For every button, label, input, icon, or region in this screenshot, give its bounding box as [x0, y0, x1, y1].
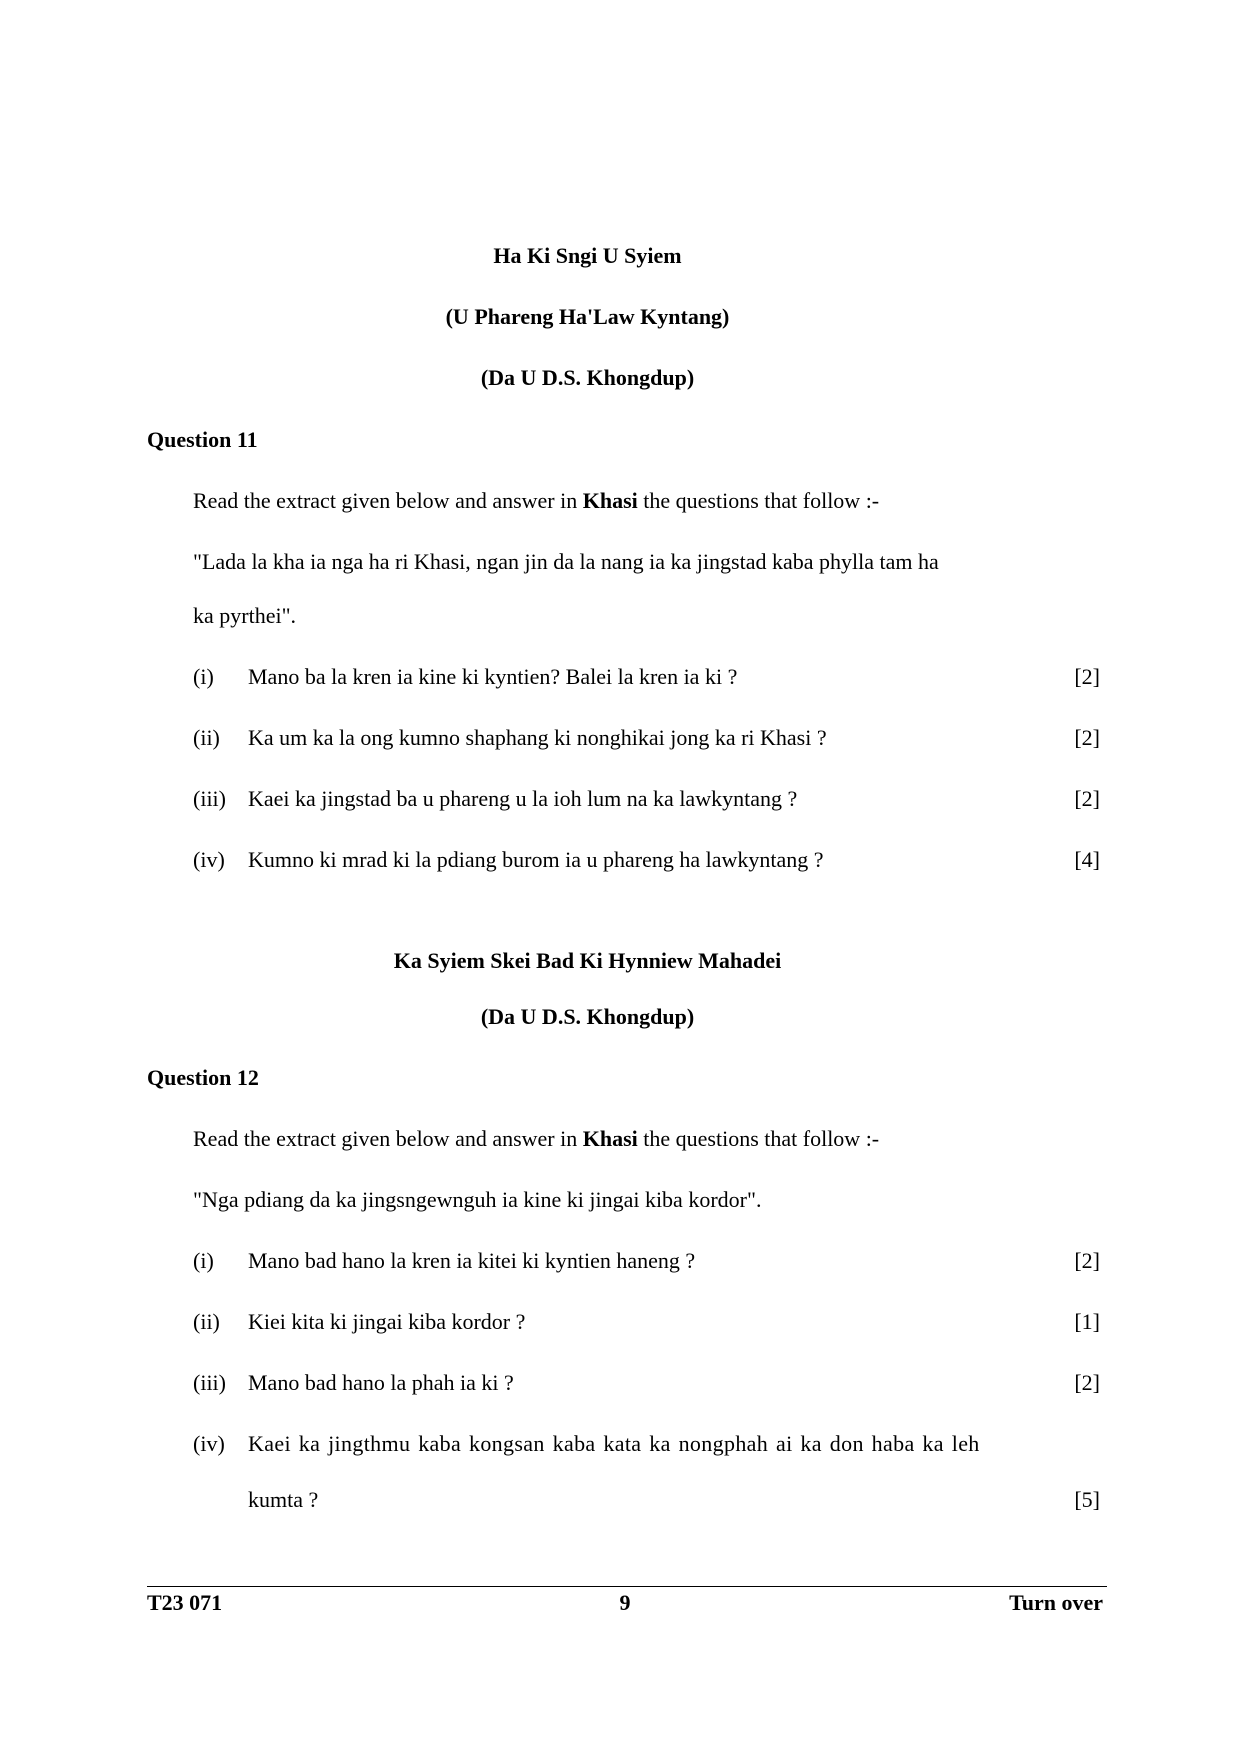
section1-subtitle: (U Phareng Ha'Law Kyntang): [445, 304, 730, 329]
question11-heading: Question 11: [147, 427, 258, 452]
item-text: Kaei ka jingthmu kaba kongsan kaba kata ka nongphah ai ka don haba ka leh: [248, 1431, 980, 1456]
item-number: (iv): [193, 1431, 225, 1456]
item-text: Mano bad hano la kren ia kitei ki kyntien haneng ?: [248, 1248, 696, 1273]
footer-divider: [147, 1586, 1107, 1587]
item-text: Mano ba la kren ia kine ki kyntien? Balei la kren ia ki ?: [248, 664, 738, 689]
question12-heading: Question 12: [147, 1065, 259, 1090]
item-text: Kaei ka jingstad ba u phareng u la ioh lum na ka lawkyntang ?: [248, 786, 798, 811]
instruction-text: Read the extract given below and answer in: [193, 1126, 583, 1151]
item-text: Mano bad hano la phah ia ki ?: [248, 1370, 514, 1395]
item-marks: [2]: [1074, 664, 1100, 689]
item-number: (i): [193, 664, 214, 689]
question11-instruction: [193, 490, 879, 512]
instruction-text-end: the questions that follow :-: [637, 488, 880, 513]
footer-paper-code: T23 071: [147, 1590, 223, 1615]
item-number: (iii): [193, 1370, 226, 1395]
item-number: (ii): [193, 725, 220, 750]
footer-turn-over: Turn over: [1009, 1590, 1103, 1615]
item-number: (i): [193, 1248, 214, 1273]
question12-extract-line1: "Nga pdiang da ka jingsngewnguh ia kine ki jingai kiba kordor".: [193, 1187, 762, 1212]
item-marks: [5]: [1074, 1487, 1100, 1512]
item-marks: [2]: [1074, 1248, 1100, 1273]
instruction-language: Khasi: [582, 488, 638, 513]
item-number: (iii): [193, 786, 226, 811]
item-number: (ii): [193, 1309, 220, 1334]
instruction-language: Khasi: [582, 1126, 638, 1151]
item-number: (iv): [193, 847, 225, 872]
section2-title: Ka Syiem Skei Bad Ki Hynniew Mahadei: [393, 948, 782, 973]
item-marks: [1]: [1074, 1309, 1100, 1334]
item-marks: [2]: [1074, 725, 1100, 750]
instruction-text: Read the extract given below and answer in: [193, 488, 583, 513]
item-marks: [2]: [1074, 786, 1100, 811]
question11-extract-line1: "Lada la kha ia nga ha ri Khasi, ngan jin da la nang ia ka jingstad kaba phylla tam ha: [193, 549, 939, 574]
section1-title: Ha Ki Sngi U Syiem: [493, 243, 682, 268]
item-text: Kiei kita ki jingai kiba kordor ?: [248, 1309, 526, 1334]
question12-instruction: [193, 1128, 879, 1150]
item-text: Kumno ki mrad ki la pdiang burom ia u phareng ha lawkyntang ?: [248, 847, 824, 872]
item-marks: [4]: [1074, 847, 1100, 872]
item-text-continued: kumta ?: [248, 1487, 319, 1512]
footer-page-number: 9: [619, 1590, 631, 1615]
item-marks: [2]: [1074, 1370, 1100, 1395]
question11-extract-line2: ka pyrthei".: [193, 603, 297, 628]
item-text: Ka um ka la ong kumno shaphang ki nonghikai jong ka ri Khasi ?: [248, 725, 827, 750]
section2-author: (Da U D.S. Khongdup): [480, 1004, 695, 1029]
section1-author: (Da U D.S. Khongdup): [480, 365, 695, 390]
instruction-text-end: the questions that follow :-: [637, 1126, 880, 1151]
